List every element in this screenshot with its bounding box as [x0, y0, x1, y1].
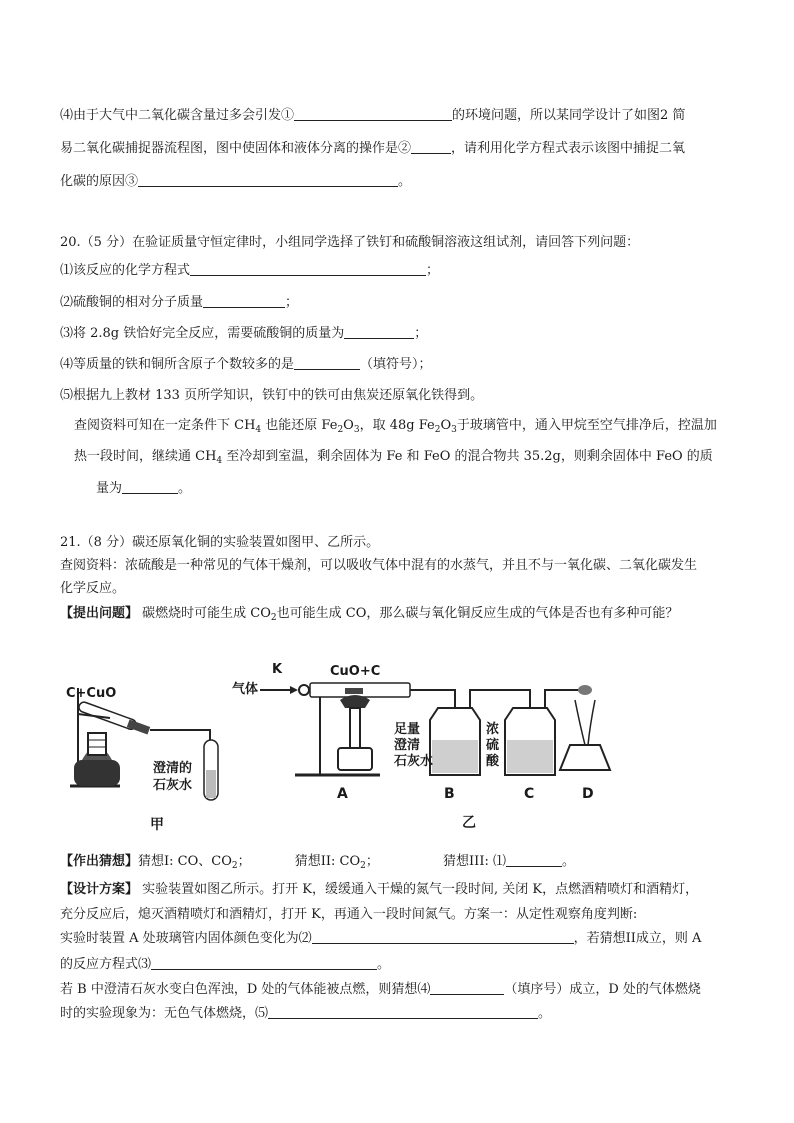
yi-b-label: [394, 722, 433, 770]
yi-reactant-label: CuO+C: [330, 664, 381, 679]
wire-gauze: [88, 733, 106, 755]
q20-blank-4[interactable]: [294, 355, 360, 370]
q21-info2: [60, 579, 125, 599]
guess-blank[interactable]: [506, 852, 562, 867]
alcohol-lamp: [74, 760, 120, 786]
q20-p6-e: O: [440, 418, 452, 433]
c-label-3: 酸: [486, 754, 500, 769]
b-label-1: 足量: [394, 722, 421, 737]
sub-g1: 2: [231, 861, 238, 871]
design-blank-3[interactable]: [151, 955, 377, 970]
valve-k[interactable]: [299, 685, 309, 695]
jia-caption: 甲: [150, 817, 164, 833]
c-label-1: 浓: [486, 722, 500, 737]
design-text-6a: 时的实验现象为：无色气体燃烧，⑸: [60, 1006, 269, 1021]
design-text-5b: （填序号）成立，D 处的气体燃烧: [504, 982, 701, 997]
jia-limewater-label: 澄清的 石灰水: [153, 761, 193, 793]
sub-4: 4: [255, 425, 262, 435]
q20-p6-a: 查阅资料可知在一定条件下 CH: [74, 418, 256, 433]
q20-p2-end: ；: [285, 295, 299, 310]
q20-p3: [60, 324, 427, 344]
yi-caption: 乙: [462, 815, 476, 831]
guess-3-end: 。: [561, 854, 575, 869]
q21-info1: [60, 556, 697, 576]
guess-line: [60, 852, 575, 876]
design-text-2: 充分反应后，熄灭酒精喷灯和酒精灯，打开 K，再通入一段时间氮气。方案一：从定性观察角度判断:: [60, 907, 638, 922]
q20-p7-a: 热一段时间，继续通 CH: [74, 449, 217, 464]
q20-p6-d: ，取 48g Fe: [359, 418, 435, 433]
design-line5: [60, 980, 701, 1000]
bottle-c-liquid: [507, 740, 553, 773]
label-b: B: [444, 786, 455, 802]
q20-p6-f: 于玻璃管中，通入甲烷至空气排净后，控温加: [456, 418, 717, 433]
answer-blank-3[interactable]: [138, 172, 398, 187]
c-label-2: 硫: [486, 738, 500, 753]
design-line1: [60, 880, 698, 900]
sub-3b: 3: [451, 425, 457, 435]
design-blank-2[interactable]: [312, 929, 574, 944]
guess-1-end: ；: [237, 854, 251, 869]
q20-p1-end: ；: [426, 263, 440, 278]
q20-p1-text: ⑴该反应的化学方程式: [60, 263, 191, 278]
guess-tag: 【作出猜想】: [60, 854, 139, 869]
q21-title-text: 21.（8 分）碳还原氧化铜的实验装置如图甲、乙所示。: [60, 535, 380, 550]
cuo-c-sample: [345, 688, 363, 694]
b-label-2: 澄清: [394, 738, 421, 753]
raise-text-b: 也可能生成 CO，那么碳与氧化铜反应生成的气体是否也有多种可能？: [276, 606, 679, 621]
q20-p3-end: ；: [414, 326, 428, 341]
design-text-3b: ，若猜想II成立，则 A: [573, 931, 702, 946]
q20-p6-b: 也能还原 Fe: [261, 418, 338, 433]
q20-blank-1[interactable]: [190, 261, 426, 276]
label-c: C: [524, 786, 535, 802]
q20-title: [60, 233, 639, 253]
design-text-3a: 实验时装置 A 处玻璃管内固体颜色变化为⑵: [60, 931, 312, 946]
design-text-5a: 若 B 中澄清石灰水变白色浑浊，D 处的气体能被点燃，则猜想⑷: [60, 982, 431, 997]
q20-p8: [96, 479, 191, 499]
q20-p7-b: 至冷却到室温，剩余固体为 Fe 和 FeO 的混合物共 35.2g，则剩余固体中 FeO 的质: [222, 449, 713, 464]
q19-4-line2: [60, 139, 685, 159]
q19-4-text-b: 的环境问题，所以某同学设计了如图2 简: [452, 108, 686, 123]
q19-4-text-a: ⑷由于大气中二氧化碳含量过多会引发①: [60, 108, 295, 123]
q19-4-line3: [60, 172, 411, 192]
label-d: D: [582, 786, 594, 802]
q20-title-text: 20.（5 分）在验证质量守恒定律时，小组同学选择了铁钉和硫酸铜溶液这组试剂，请回答下列问题：: [60, 235, 640, 250]
q20-p8-a: 量为: [96, 481, 123, 496]
yi-gas-label: 气体: [232, 682, 259, 697]
design-line4: [60, 955, 390, 975]
guess-2-end: ；: [365, 854, 379, 869]
q20-p5-text: ⑸根据九上教材 133 页所学知识，铁钉中的铁可由焦炭还原氧化铁得到。: [60, 388, 484, 403]
q20-p4: [60, 355, 432, 375]
q20-p5: [60, 386, 483, 406]
q20-p4-end: （填符号）；: [360, 357, 432, 372]
tube-stopper: [127, 720, 150, 735]
sub-2b: 2: [434, 425, 441, 435]
design-text-6b: 。: [538, 1006, 552, 1021]
design-line3: [60, 929, 701, 949]
design-blank-4[interactable]: [430, 980, 504, 995]
q20-p4-text: ⑷等质量的铁和铜所含原子个数较多的是: [60, 357, 295, 372]
design-text-1: 实验装置如图乙所示。打开 K，缓缓通入干燥的氮气一段时间, 关闭 K，点燃酒精喷灯和酒精灯，: [138, 882, 699, 897]
sub-2: 2: [337, 425, 344, 435]
q20-p7: [74, 447, 713, 471]
q20-p3-text: ⑶将 2.8g 铁恰好完全反应，需要硫酸铜的质量为: [60, 326, 345, 341]
q20-blank-2[interactable]: [203, 293, 285, 308]
q20-p6: [74, 416, 717, 440]
raise-text-a: 碳燃烧时可能生成 CO: [138, 606, 271, 621]
q19-4-text-c: 易二氧化碳捕捉器流程图，图中使固体和液体分离的操作是②: [60, 141, 412, 156]
q20-blank-3[interactable]: [344, 324, 414, 339]
design-line6: [60, 1004, 551, 1024]
q21-info1-text: 查阅资料：浓硫酸是一种常见的气体干燥剂，可以吸收气体中混有的水蒸气，并且不与一氧化碳、二氧化碳发生: [60, 558, 698, 573]
sub-4b: 4: [216, 456, 223, 466]
q20-p2: [60, 293, 298, 313]
sub-g2: 2: [360, 861, 366, 871]
q20-blank-5[interactable]: [122, 479, 178, 494]
q19-4-line1: [60, 106, 685, 126]
answer-blank-2[interactable]: [411, 139, 451, 154]
sub-3: 3: [353, 425, 360, 435]
design-tag: 【设计方案】: [60, 882, 139, 897]
q20-p8-b: 。: [178, 481, 192, 496]
design-blank-5[interactable]: [268, 1004, 538, 1019]
q19-4-text-f: 。: [398, 174, 412, 189]
spray-lamp-body: [350, 708, 360, 748]
design-line2: [60, 905, 637, 925]
bottle-b-liquid: [432, 740, 478, 773]
answer-blank-1[interactable]: [294, 106, 452, 121]
design-text-4a: 的反应方程式⑶: [60, 957, 152, 972]
flame-d: [578, 685, 592, 695]
q21-raise: [60, 604, 678, 628]
q20-p6-c: O: [343, 418, 354, 433]
sub-co2: 2: [270, 613, 277, 623]
q19-4-text-e: 化碳的原因③: [60, 174, 139, 189]
guess-3: 猜想III: ⑴: [443, 854, 506, 869]
yi-c-label: [486, 722, 499, 770]
q20-p1: [60, 261, 439, 281]
label-a: A: [337, 786, 348, 802]
yi-k-label: K: [272, 662, 283, 677]
jia-reactant-label: C+CuO: [66, 686, 117, 701]
q21-title: [60, 533, 379, 553]
lamp-d: [560, 745, 610, 770]
q21-info2-text: 化学反应。: [60, 581, 126, 596]
q19-4-text-d: ，请利用化学方程式表示该图中捕捉二氧: [451, 141, 686, 156]
raise-question-tag: 【提出问题】: [60, 606, 139, 621]
guess-1: 猜想I: CO、CO: [138, 854, 232, 869]
limewater-liquid: [206, 770, 216, 798]
design-text-4b: 。: [377, 957, 391, 972]
b-label-3: 石灰水: [394, 754, 434, 769]
q20-p2-text: ⑵硫酸铜的相对分子质量: [60, 295, 204, 310]
guess-2: 猜想II: CO: [294, 854, 361, 869]
